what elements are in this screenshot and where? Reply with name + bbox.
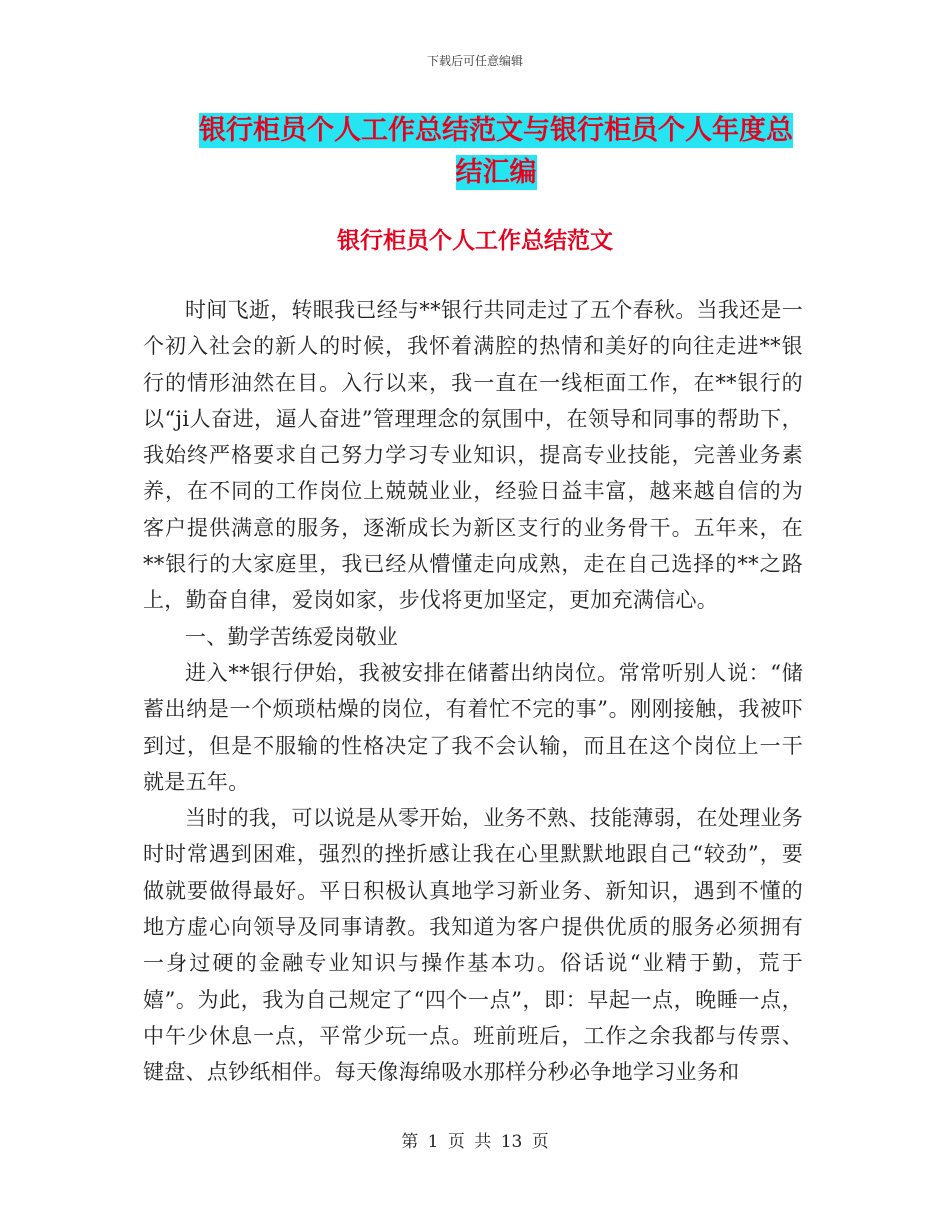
section-title: 银行柜员个人工作总结范文: [337, 227, 613, 254]
document-body: [143, 292, 803, 1091]
page-number: 第 1 页 共 13 页: [401, 1132, 549, 1152]
paragraph: 当时的我，可以说是从零开始，业务不熟、技能薄弱，在处理业务时时常遇到困难，强烈的挫折感让我在心里默默地跟自己“较劲”，要做就要做得最好。平日积极认真地学习新业务、新知识，遇到不懂的地方虚心向领导及同事请教。我知道为客户提供优质的服务必须拥有一身过硬的金融专业知识与操作基本功。俗话说“业精于勤，荒于嬉”。为此，我为自己规定了“四个一点”，即：早起一点，晚睡一点，中午少休息一点，平常少玩一点。班前班后，工作之余我都与传票、键盘、点钞纸相伴。每天像海绵吸水那样分秒必争地学习业务和: [143, 806, 803, 1085]
document-title-text: 银行柜员个人工作总结范文与银行柜员个人年度总结汇编: [199, 115, 793, 188]
page-header: 下载后可任意编辑: [426, 54, 523, 68]
paragraph: 时间飞逝，转眼我已经与**银行共同走过了五个春秋。当我还是一个初入社会的新人的时候，我怀着满腔的热情和美好的向往走进**银行的情形油然在目。入行以来，我一直在一线柜面工作，在**银行的以“ji人奋进，逼人奋进”管理理念的氛围中，在领导和同事的帮助下，我始终严格要求自己努力学习专业知识，提高专业技能，完善业务素养，在不同的工作岗位上兢兢业业，经验日益丰富，越来越自信的为客户提供满意的服务，逐渐成长为新区支行的业务骨干。五年来，在**银行的大家庭里，我已经从懵懂走向成熟，走在自己选择的**之路上，勤奋自律，爱岗如家，步伐将更加坚定，更加充满信心。: [143, 298, 803, 613]
paragraph: 进入**银行伊始，我被安排在储蓄出纳岗位。常常听别人说：“储蓄出纳是一个烦琐枯燥的岗位，有着忙不完的事”。刚刚接触，我被吓到过，但是不服输的性格决定了我不会认输，而且在这个岗位上一干就是五年。: [143, 660, 803, 794]
subheading: 一、勤学苦练爱岗敬业: [185, 624, 398, 649]
document-title: [190, 110, 802, 194]
